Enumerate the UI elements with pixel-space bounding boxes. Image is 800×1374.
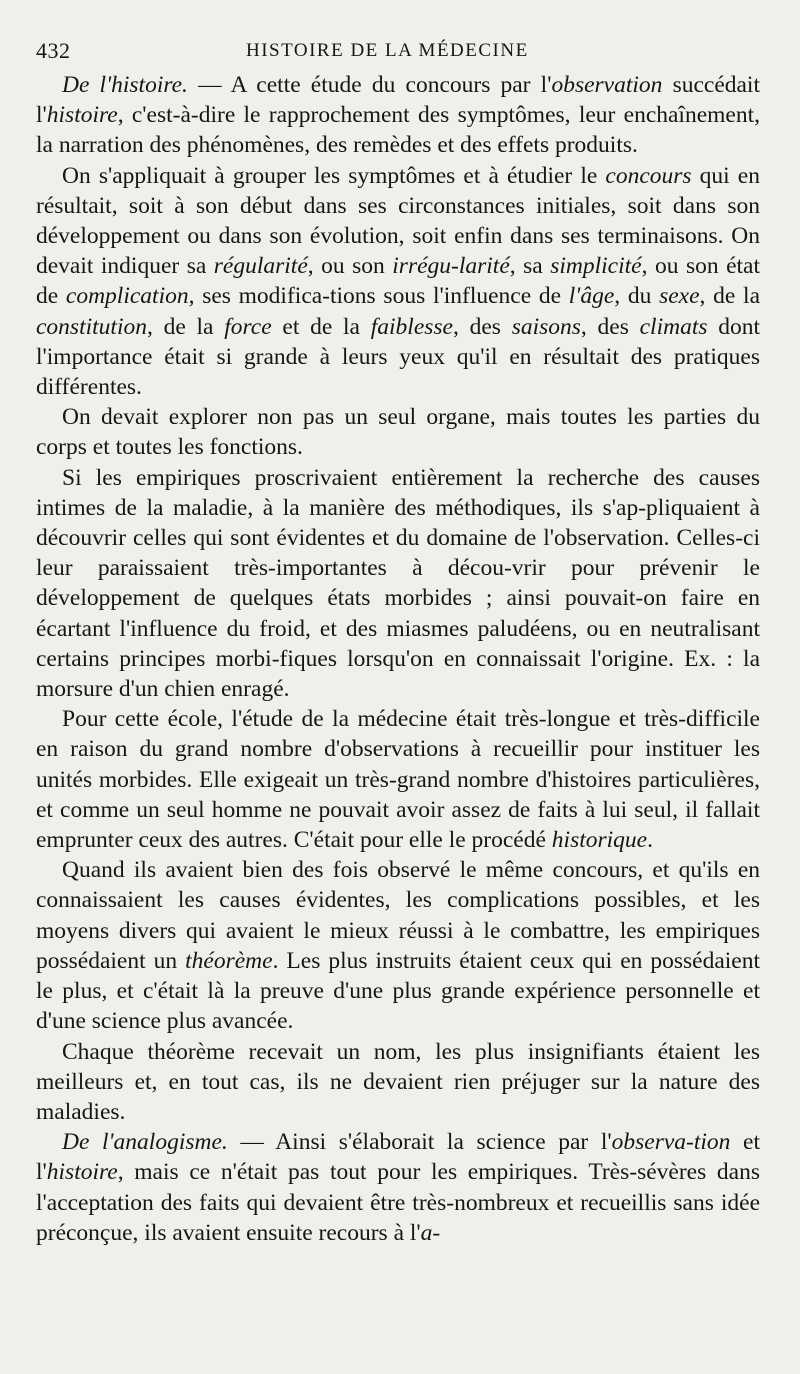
text-run: On s'appliquait à grouper les symptômes et à étudier le — [62, 162, 606, 189]
text-run: , des — [580, 313, 640, 340]
body-text — [36, 70, 760, 1248]
italic-run: irrégu-larité — [392, 253, 510, 280]
italic-run: De l'analogisme. — [62, 1129, 228, 1156]
text-run: Chaque théorème recevait un nom, les plus insignifiants étaient les meilleurs et, en tout cas, ils ne devaient rien préjuger sur la nature des maladies. — [36, 1038, 760, 1125]
text-run: et l' — [36, 1129, 760, 1186]
italic-run: histoire — [46, 1159, 118, 1186]
page-number: 432 — [36, 38, 71, 63]
text-run: dont l'importance était si grande à leurs yeux qu'il en résultait des pratiques différentes. — [36, 313, 761, 401]
paragraph — [36, 70, 760, 161]
text-run: , c'est-à-dire le rapprochement des symptômes, leur enchaînement, la narration des phénomènes, des remèdes et des effets produits. — [36, 102, 760, 159]
italic-run: a- — [420, 1219, 441, 1246]
text-run: Si les empiriques proscrivaient entièrement la recherche des causes intimes de la maladie, à la manière des méthodiques, ils s'ap-pliquaient à découvrir celles qui sont évidentes et du domaine de l'observation. Celles-ci leur paraissaient très-importantes à décou-vrir pour prévenir le développement de quelques états morbides ; ainsi pouvait-on faire en écartant l'influence du froid, et des miasmes paludéens, ou en neutralisant certains principes morbi-fiques lorsqu'on en connaissait l'origine. Ex. : la morsure d'un chien enragé. — [36, 464, 760, 703]
text-run: et de la — [271, 313, 371, 340]
italic-run: historique — [551, 827, 648, 854]
italic-run: concours — [605, 162, 692, 189]
paragraph — [36, 161, 760, 403]
text-run: , sa — [509, 253, 551, 280]
italic-run: régularité — [213, 253, 308, 280]
paragraph — [36, 704, 760, 855]
italic-run: observa-tion — [611, 1129, 731, 1156]
text-run: , ou son — [307, 253, 393, 280]
italic-run: climats — [639, 313, 708, 340]
italic-run: saisons — [511, 313, 581, 340]
italic-run: histoire — [46, 102, 118, 129]
text-run: , mais ce n'était pas tout pour les empiriques. Très-sévères dans l'acceptation des faits qui devaient être très-nombreux et recueillis sans idée préconçue, ils avaient ensuite recours à l' — [36, 1159, 760, 1246]
italic-run: De l'histoire. — [62, 72, 188, 98]
text-run: . — [647, 827, 653, 854]
text-run: Quand ils avaient bien des fois observé le même concours, et qu'ils en connaissaient les causes évidentes, les complications possibles, et les moyens divers qui avaient le mieux réussi à le combattre, les empiriques possédaient un — [36, 857, 760, 974]
text-run: — A cette étude du concours par l' — [187, 72, 552, 98]
italic-run: l'âge — [568, 283, 615, 310]
paragraph — [36, 402, 760, 462]
paragraph — [36, 1037, 760, 1128]
italic-run: théorème — [185, 947, 273, 974]
italic-run: sexe — [659, 283, 700, 310]
text-run: . Les plus instruits étaient ceux qui en possédaient le plus, et c'était là la preuve d'une plus grande expérience personnelle et d'une science plus avancée. — [36, 947, 761, 1035]
running-title: HISTOIRE DE LA MÉDECINE — [246, 40, 529, 61]
italic-run: faiblesse — [370, 313, 453, 340]
text-run: On devait explorer non pas un seul organe, mais toutes les parties du corps et toutes les fonctions. — [36, 404, 760, 461]
text-run: , du — [614, 283, 660, 310]
text-run: — Ainsi s'élaborait la science par l' — [227, 1129, 612, 1156]
paragraph — [36, 855, 760, 1036]
text-run: , ses modifica-tions sous l'influence de — [188, 283, 569, 310]
text-run: , de la — [146, 313, 225, 340]
text-run: , des — [452, 313, 512, 340]
text-run: qui en résultait, soit à son début dans ses circonstances initiales, soit dans son développement ou dans son évolution, soit enfin dans ses terminaisons. On devait indiquer sa — [36, 162, 760, 280]
running-head — [36, 38, 760, 70]
italic-run: complication — [65, 283, 189, 310]
italic-run: simplicité — [550, 253, 642, 280]
paragraph — [36, 463, 760, 705]
text-run: Pour cette école, l'étude de la médecine était très-longue et très-difficile en raison du grand nombre d'observations à recueillir pour instituer les unités morbides. Elle exigeait un très-grand nombre d'histoires particulières, et comme un seul homme ne pouvait avoir assez de faits à lui seul, il fallait emprunter ceux des autres. C'était pour elle le procédé — [36, 706, 760, 854]
text-run: succédait l' — [36, 72, 760, 129]
text-run: , de la — [699, 283, 760, 310]
italic-run: force — [224, 313, 272, 340]
paragraph — [36, 1127, 760, 1248]
text-run: , ou son état de — [36, 253, 760, 310]
italic-run: constitution — [36, 313, 147, 340]
italic-run: observation — [551, 72, 663, 98]
